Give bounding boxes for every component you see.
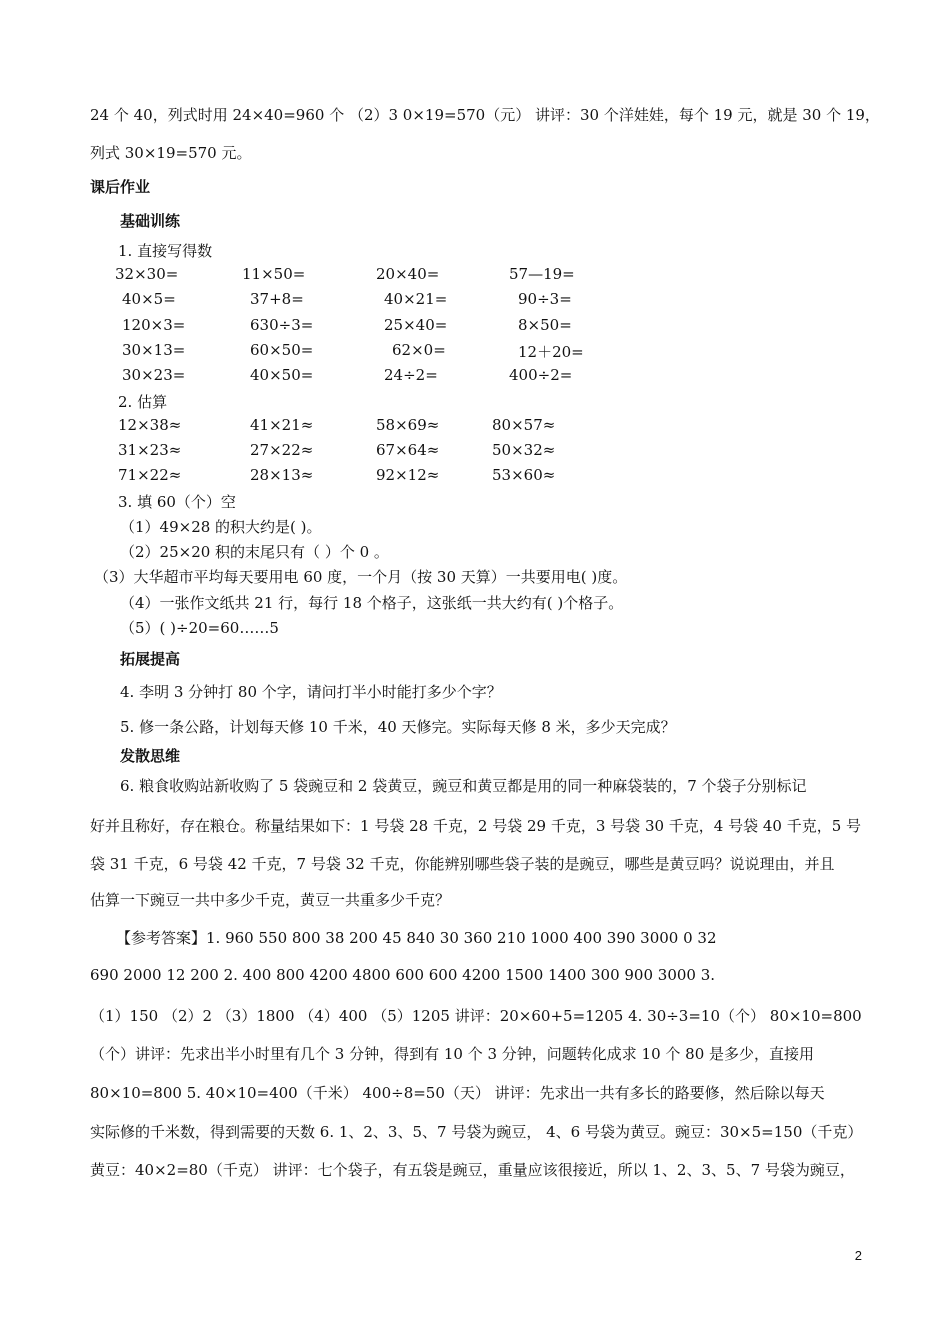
heading-basic: 基础训练 [120,212,181,230]
q6-line-2: 好并且称好，存在粮仓。称量结果如下：1 号袋 28 千克，2 号袋 29 千克，3 号袋 30 千克，4 号袋 40 千克，5 号 [90,817,862,835]
q1-cell: 37+8= [250,290,304,308]
q2-cell: 58×69≈ [376,416,440,434]
top-line-1: 24 个 40，列式时用 24×40=960 个 （2）3 0×19=570（元） 讲评：30 个洋娃娃，每个 19 元，就是 30 个 19， [90,106,880,124]
q3-item-5: （5）( )÷20=60……5 [120,619,279,637]
page-number: 2 [854,1248,862,1263]
answers-line-7: 黄豆：40×2=80（千克） 讲评：七个袋子，有五袋是豌豆，重量应该很接近，所以 1、2、3、5、7 号袋为豌豆， [90,1161,855,1179]
q1-cell: 90÷3= [518,290,572,308]
q1-cell: 32×30= [115,265,179,283]
q1-cell: 40×21= [384,290,448,308]
q2-cell: 31×23≈ [118,441,182,459]
q1-cell: 62×0= [392,341,446,359]
heading-divergent: 发散思维 [120,747,181,765]
q2-cell: 12×38≈ [118,416,182,434]
q2-title: 2. 估算 [118,393,168,411]
q3-title: 3. 填 60（个）空 [118,493,236,511]
q1-cell: 630÷3= [250,316,314,334]
top-line-2: 列式 30×19=570 元。 [90,144,252,162]
q1-title: 1. 直接写得数 [118,242,213,260]
answers-line-6: 实际修的千米数，得到需要的天数 6. 1、2、3、5、7 号袋为豌豆， 4、6 号袋为黄豆。豌豆：30×5=150（千克） [90,1123,863,1141]
answers-line-5: 80×10=800 5. 40×10=400（千米） 400÷8=50（天） 讲评：先求出一共有多长的路要修，然后除以每天 [90,1084,825,1102]
q1-cell: 60×50= [250,341,314,359]
q2-cell: 50×32≈ [492,441,556,459]
q2-cell: 92×12≈ [376,466,440,484]
q3-item-4: （4）一张作文纸共 21 行，每行 18 个格子，这张纸一共大约有( )个格子。 [120,594,624,612]
q1-cell: 57—19= [509,265,575,283]
q2-cell: 53×60≈ [492,466,556,484]
q4-text: 4. 李明 3 分钟打 80 个字，请问打半小时能打多少个字？ [120,683,502,701]
answers-line-4: （个）讲评：先求出半小时里有几个 3 分钟，得到有 10 个 3 分钟，问题转化成求 10 个 80 是多少，直接用 [90,1045,815,1063]
q1-cell: 24÷2= [384,366,438,384]
q1-cell: 30×23= [122,366,186,384]
q1-cell: 40×50= [250,366,314,384]
q1-cell: 120×3= [122,316,186,334]
q1-cell: 8×50= [518,316,572,334]
q2-cell: 27×22≈ [250,441,314,459]
answers-line-3: （1）150 （2）2 （3）1800 （4）400 （5）1205 讲评：20×60+5=1205 4. 30÷3=10（个） 80×10=800 [90,1007,862,1025]
q1-cell: 30×13= [122,341,186,359]
q2-cell: 67×64≈ [376,441,440,459]
heading-homework: 课后作业 [90,178,151,196]
q2-cell: 80×57≈ [492,416,556,434]
q3-item-1: （1）49×28 的积大约是( )。 [120,518,322,536]
q1-cell: 400÷2= [509,366,573,384]
q1-cell: 25×40= [384,316,448,334]
q5-text: 5. 修一条公路，计划每天修 10 千米，40 天修完。实际每天修 8 米，多少天完成？ [120,718,676,736]
answers-line-1: 【参考答案】1. 960 550 800 38 200 45 840 30 360 210 1000 400 390 3000 0 32 [116,929,717,947]
q3-item-3: （3）大华超市平均每天要用电 60 度，一个月（按 30 天算）一共要用电( )度。 [94,568,628,586]
q1-cell: 12＋20= [518,343,584,361]
q2-cell: 71×22≈ [118,466,182,484]
q2-cell: 41×21≈ [250,416,314,434]
q1-cell: 20×40= [376,265,440,283]
q1-cell: 11×50= [242,265,306,283]
q6-line-4: 估算一下豌豆一共中多少千克，黄豆一共重多少千克？ [90,891,451,909]
q6-line-1: 6. 粮食收购站新收购了 5 袋豌豆和 2 袋黄豆，豌豆和黄豆都是用的同一种麻袋装的，7 个袋子分别标记 [120,777,807,795]
heading-extend: 拓展提高 [120,650,181,668]
q1-cell: 40×5= [122,290,176,308]
q2-cell: 28×13≈ [250,466,314,484]
answers-line-2: 690 2000 12 200 2. 400 800 4200 4800 600 600 4200 1500 1400 300 900 3000 3. [90,966,716,984]
q3-item-2: （2）25×20 积的末尾只有（ ）个 0 。 [120,543,389,561]
q6-line-3: 袋 31 千克，6 号袋 42 千克，7 号袋 32 千克，你能辨别哪些袋子装的是豌豆，哪些是黄豆吗？说说理由，并且 [90,855,835,873]
